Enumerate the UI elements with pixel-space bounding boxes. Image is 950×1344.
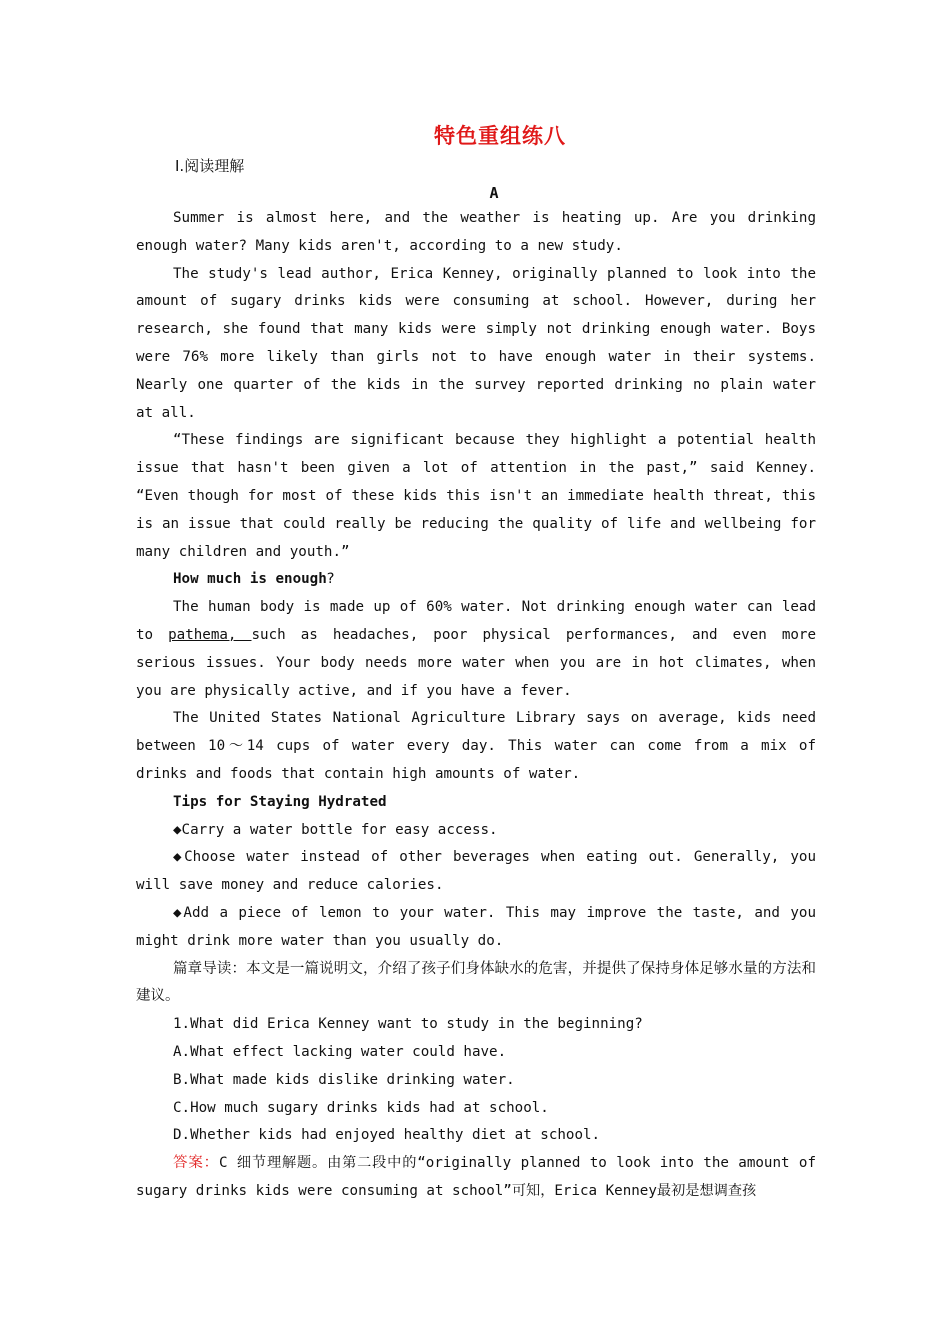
paragraph-4-start: The human body is made up of 60% water. Not drinking enough water can lead to — [136, 599, 816, 643]
paragraph-3: “These findings are significant because they highlight a potential health issue that hasn't been given a lot of attention in the past,” said Kenney. “Even though for most of these kids this isn't an immediate health threat, this is an issue that could really be reducing the quality of life and wellbeing for many children and youth.” — [136, 432, 816, 560]
underlined-word: pathema, — [168, 626, 252, 643]
tip-1: ◆Carry a water bottle for easy access. — [173, 821, 498, 838]
paragraph-1: Summer is almost here, and the weather is heating up. Are you drinking enough water? Many kids aren't, according to a new study. — [136, 210, 816, 254]
tip-2: ◆Choose water instead of other beverages when eating out. Generally, you will save money and reduce calories. — [136, 849, 816, 894]
subheading-tips: Tips for Staying Hydrated — [173, 793, 387, 810]
paragraph-4-end: such as headaches, poor physical performances, and even more serious issues. Your body needs more water when you are in hot climates, when you are physically active, and if you have a fever. — [136, 626, 816, 699]
option-b: B.What made kids dislike drinking water. — [173, 1071, 515, 1088]
subheading-how-much — [136, 566, 816, 594]
passage-body — [136, 205, 816, 1206]
option-d: D.Whether kids had enjoyed healthy diet at school. — [173, 1127, 601, 1144]
question-1-stem: 1.What did Erica Kenney want to study in the beginning? — [173, 1016, 643, 1033]
paragraph-5: The United States National Agriculture Library says on average, kids need between 10～14 cups of water every day. This water can come from a mix of drinks and foods that contain high amounts of water. — [136, 710, 816, 782]
subheading-question-mark: ? — [326, 571, 335, 588]
option-c: C.How much sugary drinks kids had at school. — [173, 1099, 549, 1116]
answer-label: 答案： — [173, 1155, 220, 1172]
answer-text: C 细节理解题。由第二段中的“originally planned to look into the amount of sugary drinks kids were consuming at school”可知，Erica Kenney最初是想调查孩 — [136, 1155, 817, 1199]
page-title: 特色重组练八 — [434, 124, 566, 148]
paragraph-2: The study's lead author, Erica Kenney, originally planned to look into the amount of sugary drinks kids were consuming at school. However, during her research, she found that many kids were simply not drinking enough water. Boys were 76% more likely than girls not to have enough water in their systems. Nearly one quarter of the kids in the survey reported drinking no plain water at all. — [136, 265, 816, 421]
tip-3: ◆Add a piece of lemon to your water. This may improve the taste, and you might drink more water than you usually do. — [136, 904, 816, 949]
chapter-guide: 篇章导读：本文是一篇说明文，介绍了孩子们身体缺水的危害，并提供了保持身体足够水量的方法和建议。 — [136, 960, 816, 1005]
section-heading: Ⅰ.阅读理解 — [175, 157, 245, 175]
subheading-text: How much is enough — [173, 571, 327, 588]
answer-explanation — [136, 1150, 816, 1206]
paragraph-4 — [136, 594, 816, 705]
passage-label: A — [489, 184, 499, 202]
option-a: A.What effect lacking water could have. — [173, 1043, 507, 1060]
